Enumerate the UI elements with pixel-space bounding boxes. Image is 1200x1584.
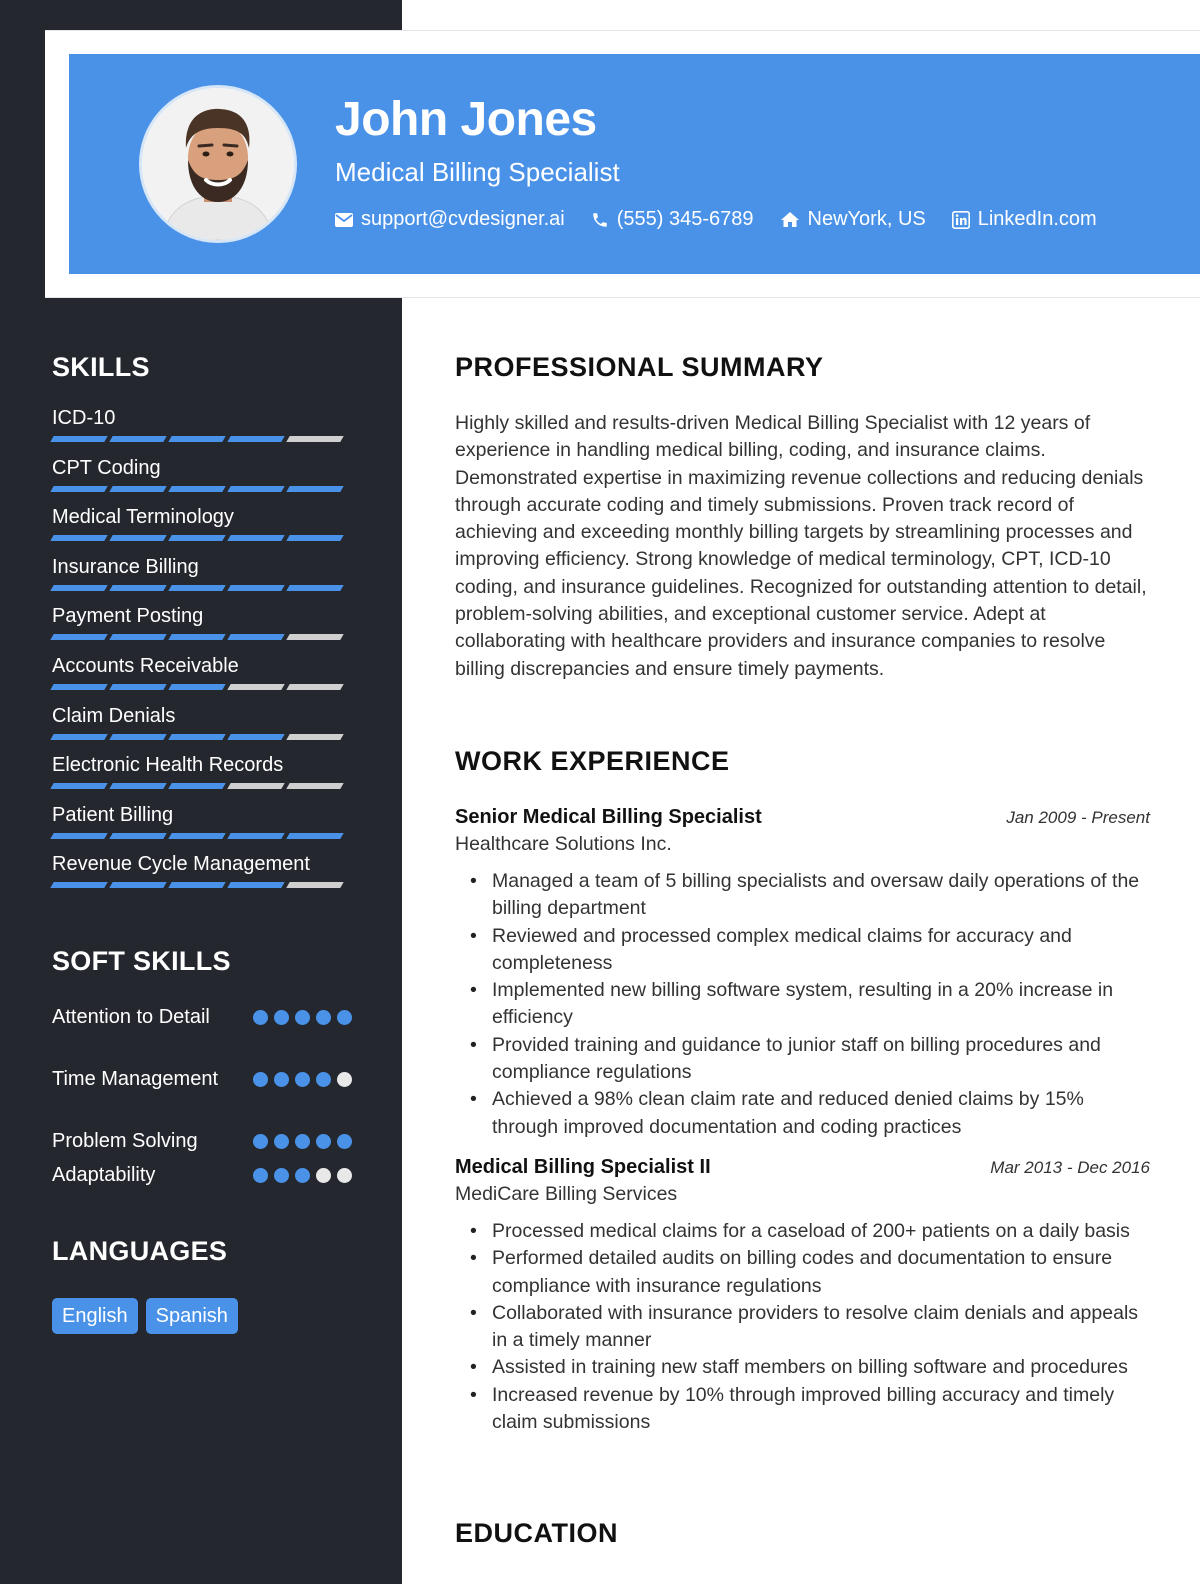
- skill-item: [52, 753, 352, 789]
- rating-dot: [274, 1010, 289, 1025]
- job-bullet: • Performed detailed audits on billing codes and documentation to ensure compliance with insurance regulations: [492, 1245, 1150, 1300]
- soft-skill-name: Time Management: [52, 1068, 218, 1090]
- skills-heading: SKILLS: [52, 352, 150, 382]
- job-entry: [455, 806, 1150, 1141]
- job-bullet: • Processed medical claims for a caseload of 200+ patients on a daily basis: [492, 1218, 1150, 1245]
- skill-level-bars: [52, 833, 352, 839]
- soft-skill-item: [52, 1004, 352, 1031]
- rating-dot: [316, 1010, 331, 1025]
- job-role: Medical Billing Specialist II: [455, 1156, 711, 1178]
- rating-dot: [295, 1134, 310, 1149]
- skill-level-segment: [50, 684, 107, 690]
- job-bullet: • Provided training and guidance to junior staff on billing procedures and compliance regulations: [492, 1032, 1150, 1087]
- job-entry: [455, 1156, 1150, 1436]
- skill-level-bars: [52, 634, 352, 640]
- rating-dot: [295, 1168, 310, 1183]
- contact-email[interactable]: [335, 208, 565, 231]
- skill-item: [52, 456, 352, 492]
- skill-level-segment: [286, 734, 343, 740]
- skill-level-segment: [286, 585, 343, 591]
- job-bullet: • Assisted in training new staff members on billing software and procedures: [492, 1354, 1150, 1381]
- soft-skills-heading: SOFT SKILLS: [52, 946, 231, 976]
- skill-level-bars: [52, 535, 352, 541]
- skill-item: [52, 654, 352, 690]
- skill-name: Revenue Cycle Management: [52, 853, 310, 876]
- avatar-photo-icon: [142, 88, 294, 240]
- skill-level-bars: [52, 684, 352, 690]
- rating-dot: [316, 1134, 331, 1149]
- rating-dot: [253, 1134, 268, 1149]
- experience-heading: WORK EXPERIENCE: [455, 746, 730, 776]
- skill-level-segment: [109, 734, 166, 740]
- candidate-title: Medical Billing Specialist: [335, 157, 620, 187]
- rating-dot: [295, 1072, 310, 1087]
- rating-dot: [274, 1072, 289, 1087]
- soft-skill-rating: [253, 1128, 352, 1155]
- education-heading: EDUCATION: [455, 1518, 618, 1548]
- skill-name: Accounts Receivable: [52, 655, 239, 677]
- contact-linkedin-text: LinkedIn.com: [977, 208, 1097, 230]
- skill-item: [52, 555, 352, 591]
- skill-item: [52, 604, 352, 640]
- skill-level-bars: [52, 783, 352, 789]
- skill-level-segment: [227, 585, 284, 591]
- rating-dot: [316, 1168, 331, 1183]
- job-bullet: • Collaborated with insurance providers to resolve claim denials and appeals in a timely manner: [492, 1300, 1150, 1355]
- contact-location-text: NewYork, US: [807, 208, 926, 230]
- rating-dot: [274, 1134, 289, 1149]
- skill-level-segment: [168, 634, 225, 640]
- skill-level-segment: [109, 783, 166, 789]
- languages-list: [52, 1298, 238, 1334]
- job-bullet: • Implemented new billing software system, resulting in a 20% increase in efficiency: [492, 977, 1150, 1032]
- language-tag: English: [52, 1298, 138, 1334]
- job-bullets: [455, 868, 1150, 1141]
- skill-level-bars: [52, 436, 352, 442]
- skill-level-segment: [168, 585, 225, 591]
- job-role: Senior Medical Billing Specialist: [455, 806, 762, 828]
- envelope-icon: [335, 213, 353, 227]
- skill-level-segment: [168, 684, 225, 690]
- summary-text: Highly skilled and results-driven Medical Billing Specialist with 12 years of experience in handling medical billing, coding, and insurance claims. Demonstrated expertise in maximizing revenue collections and reducing denials through accurate coding and timely submissions. Proven track record of achieving and exceeding monthly billing targets by streamlining processes and improving efficiency. Strong knowledge of medical terminology, CPT, ICD-10 coding, and insurance guidelines. Recognized for outstanding attention to detail, problem-solving abilities, and exceptional customer service. Adept at collaborating with healthcare providers and insurance companies to resolve billing discrepancies and ensure timely payments.: [455, 412, 1147, 680]
- skill-level-segment: [227, 436, 284, 442]
- skill-level-segment: [168, 436, 225, 442]
- skill-level-segment: [109, 882, 166, 888]
- skill-name: Insurance Billing: [52, 555, 199, 578]
- soft-skill-name: Adaptability: [52, 1164, 156, 1186]
- skill-level-segment: [168, 734, 225, 740]
- job-bullets: [455, 1218, 1150, 1436]
- skill-level-segment: [168, 486, 225, 492]
- soft-skill-rating: [253, 1066, 352, 1093]
- summary-heading: PROFESSIONAL SUMMARY: [455, 352, 824, 382]
- soft-skill-item: [52, 1162, 352, 1189]
- rating-dot: [337, 1168, 352, 1183]
- rating-dot: [253, 1010, 268, 1025]
- skill-level-segment: [109, 535, 166, 541]
- skill-level-segment: [227, 634, 284, 640]
- languages-heading: LANGUAGES: [52, 1236, 228, 1266]
- rating-dot: [274, 1168, 289, 1183]
- skill-level-segment: [109, 486, 166, 492]
- contact-email-text: support@cvdesigner.ai: [361, 208, 565, 230]
- soft-skill-name: Attention to Detail: [52, 1006, 210, 1028]
- skill-level-segment: [227, 486, 284, 492]
- skill-level-segment: [50, 436, 107, 442]
- skill-level-segment: [50, 734, 107, 740]
- contact-phone-text: (555) 345-6789: [616, 208, 754, 230]
- soft-skill-name: Problem Solving: [52, 1130, 198, 1152]
- skill-item: [52, 803, 352, 839]
- skill-level-segment: [50, 634, 107, 640]
- skill-level-segment: [109, 634, 166, 640]
- phone-icon: [591, 211, 609, 229]
- skill-level-segment: [50, 833, 107, 839]
- skill-item: [52, 704, 352, 740]
- skill-level-segment: [286, 436, 343, 442]
- skill-level-segment: [50, 486, 107, 492]
- skill-level-segment: [227, 535, 284, 541]
- skill-level-segment: [227, 734, 284, 740]
- skill-level-segment: [168, 535, 225, 541]
- job-bullet: • Managed a team of 5 billing specialists and oversaw daily operations of the billing department: [492, 868, 1150, 923]
- skill-level-segment: [286, 634, 343, 640]
- skill-level-segment: [286, 486, 343, 492]
- skill-level-bars: [52, 486, 352, 492]
- skill-level-segment: [168, 833, 225, 839]
- job-bullet: • Achieved a 98% clean claim rate and reduced denied claims by 15% through improved documentation and coding practices: [492, 1086, 1150, 1141]
- skill-name: Payment Posting: [52, 605, 204, 628]
- skill-level-segment: [109, 585, 166, 591]
- soft-skill-item: [52, 1128, 352, 1155]
- skill-level-bars: [52, 585, 352, 591]
- skill-name: CPT Coding: [52, 456, 161, 479]
- rating-dot: [295, 1010, 310, 1025]
- soft-skill-rating: [253, 1004, 352, 1031]
- soft-skill-item: [52, 1066, 352, 1093]
- job-company: Healthcare Solutions Inc.: [455, 833, 672, 855]
- soft-skill-rating: [253, 1162, 352, 1189]
- skill-item: [52, 406, 352, 442]
- language-tag: Spanish: [146, 1298, 238, 1334]
- skill-level-segment: [50, 535, 107, 541]
- rating-dot: [316, 1072, 331, 1087]
- job-bullet: • Increased revenue by 10% through improved billing accuracy and timely claim submissions: [492, 1382, 1150, 1437]
- skill-level-bars: [52, 734, 352, 740]
- skill-name: Claim Denials: [52, 704, 176, 727]
- skill-level-segment: [286, 535, 343, 541]
- job-company: MediCare Billing Services: [455, 1183, 678, 1205]
- job-bullet: • Reviewed and processed complex medical claims for accuracy and completeness: [492, 923, 1150, 978]
- rating-dot: [337, 1072, 352, 1087]
- contact-phone[interactable]: [591, 208, 754, 231]
- skill-level-segment: [227, 882, 284, 888]
- avatar: [139, 85, 297, 243]
- skill-level-segment: [50, 585, 107, 591]
- home-icon: [780, 211, 800, 228]
- skill-name: Patient Billing: [52, 803, 174, 826]
- job-dates: Mar 2013 - Dec 2016: [990, 1158, 1150, 1177]
- contact-linkedin[interactable]: [952, 208, 1097, 231]
- skill-level-segment: [109, 684, 166, 690]
- skill-level-segment: [286, 833, 343, 839]
- skill-name: Medical Terminology: [52, 506, 234, 529]
- rating-dot: [337, 1010, 352, 1025]
- rating-dot: [337, 1134, 352, 1149]
- skill-name: ICD-10: [52, 407, 116, 429]
- skill-level-segment: [168, 783, 225, 789]
- skill-level-segment: [227, 684, 284, 690]
- skill-level-segment: [109, 833, 166, 839]
- contact-location[interactable]: [780, 208, 926, 231]
- skill-name: Electronic Health Records: [52, 754, 284, 777]
- candidate-name: John Jones: [335, 93, 597, 146]
- skill-level-segment: [227, 783, 284, 789]
- skill-level-segment: [109, 436, 166, 442]
- skill-level-segment: [286, 684, 343, 690]
- skill-item: [52, 505, 352, 541]
- skill-item: [52, 852, 352, 888]
- linkedin-icon: [952, 211, 970, 229]
- rating-dot: [253, 1072, 268, 1087]
- job-dates: Jan 2009 - Present: [1006, 808, 1150, 827]
- skill-level-segment: [50, 783, 107, 789]
- skill-level-bars: [52, 882, 352, 888]
- skill-level-segment: [286, 783, 343, 789]
- skill-level-segment: [168, 882, 225, 888]
- skill-level-segment: [227, 833, 284, 839]
- skill-level-segment: [286, 882, 343, 888]
- rating-dot: [253, 1168, 268, 1183]
- contact-row: [335, 208, 1123, 231]
- skill-level-segment: [50, 882, 107, 888]
